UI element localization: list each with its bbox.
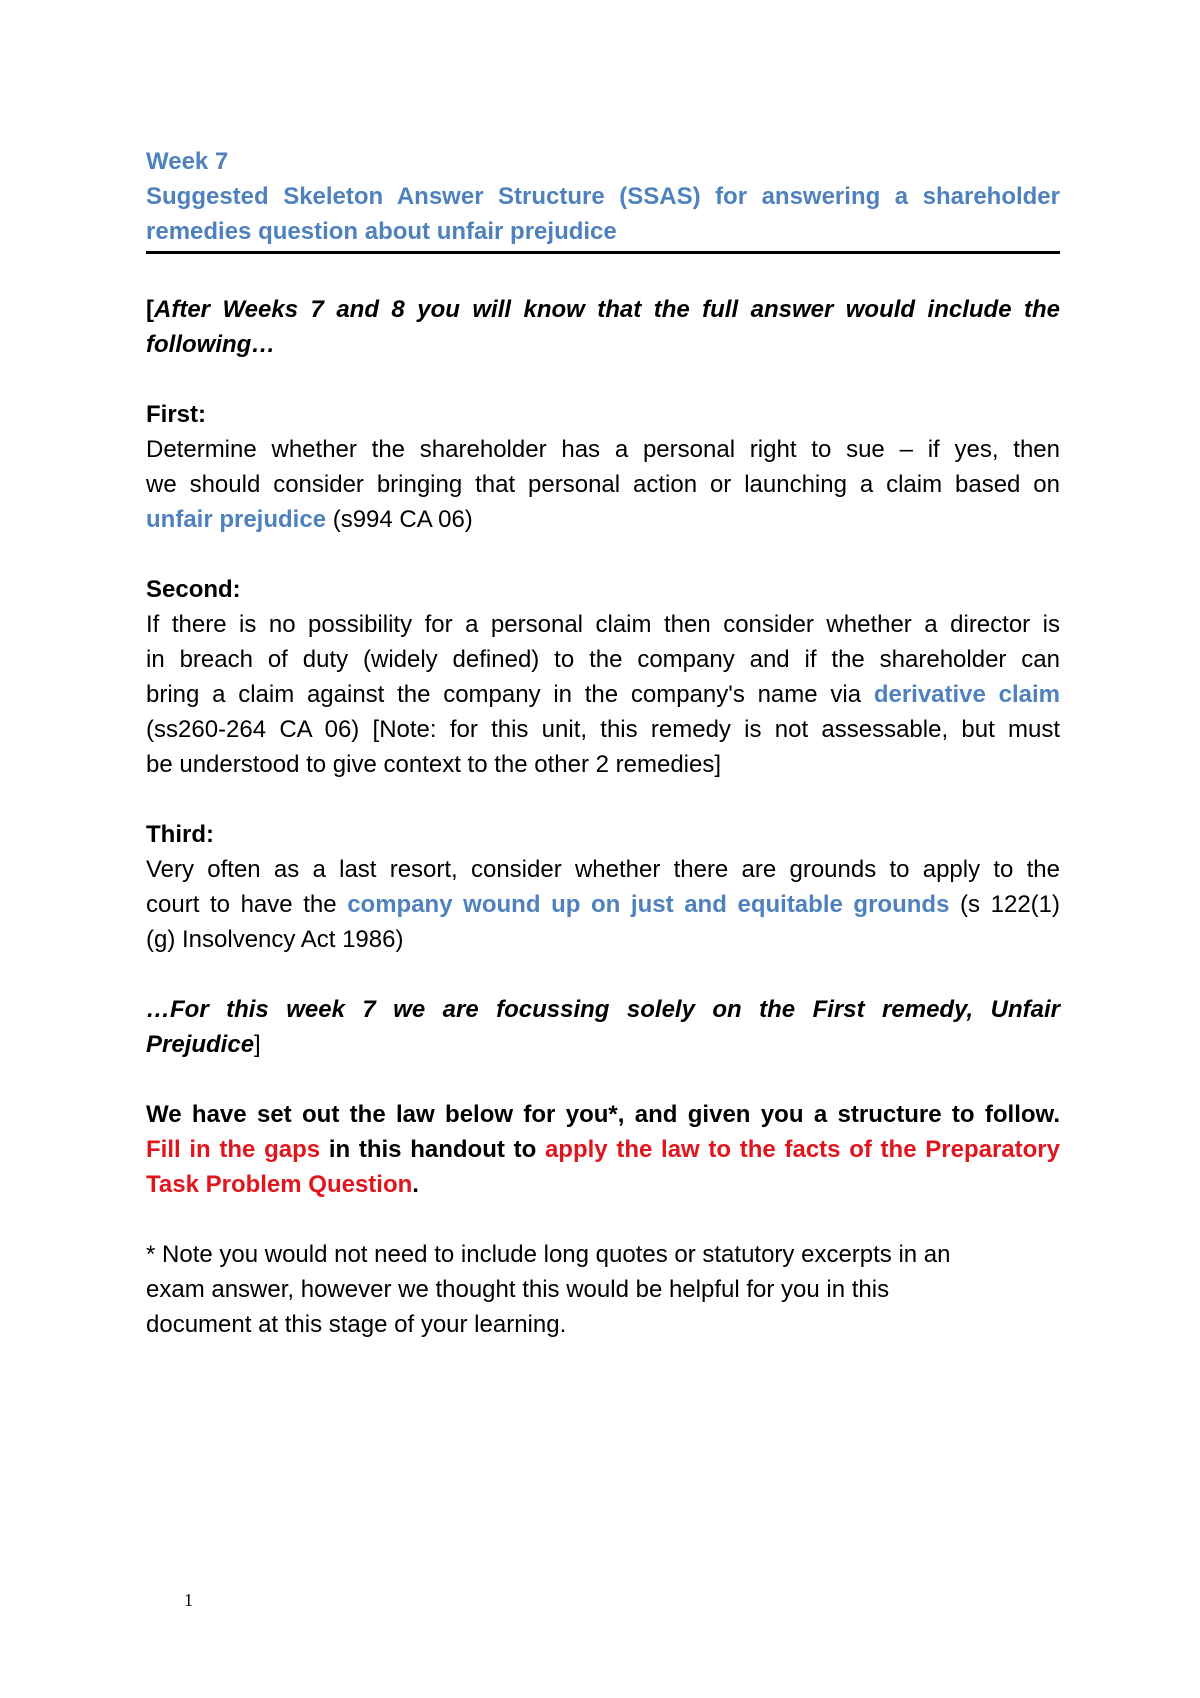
first-line-3-rest: (s994 CA 06) xyxy=(326,506,473,533)
second-line-5: be understood to give context to the other 2 remedies] xyxy=(146,751,722,778)
instructions-line-2 xyxy=(146,1132,1060,1167)
third-heading: Third: xyxy=(146,821,214,848)
note-line-1: * Note you would not need to include long quotes or statutory excerpts in an xyxy=(146,1241,951,1268)
week-label: Week 7 xyxy=(146,148,229,175)
instructions-mid: in this handout to xyxy=(320,1136,545,1163)
intro-paragraph xyxy=(146,292,1060,362)
apply-law-highlight: apply the law to the facts of the Preparatory xyxy=(544,1136,1060,1163)
intro-line-1 xyxy=(146,292,1060,327)
first-line-2: we should consider bringing that personal action or launching a claim based on xyxy=(146,471,1060,498)
document-page xyxy=(146,144,1060,1342)
title-line-1: Suggested Skeleton Answer Structure (SSAS) for answering a shareholder xyxy=(146,183,1060,210)
third-line-2 xyxy=(146,887,1060,922)
derivative-claim-highlight: derivative claim xyxy=(873,681,1060,708)
second-line-4: (ss260-264 CA 06) [Note: for this unit, this remedy is not assessable, but must xyxy=(146,716,1060,743)
second-line-2: in breach of duty (widely defined) to the company and if the shareholder can xyxy=(146,646,1060,673)
first-line-3 xyxy=(146,502,1060,537)
focus-text-2: Prejudice xyxy=(146,1031,255,1058)
instructions-paragraph xyxy=(146,1097,1060,1202)
close-bracket: ] xyxy=(254,1031,261,1058)
third-remedy-section xyxy=(146,817,1060,957)
second-line-3 xyxy=(146,677,1060,712)
second-remedy-section xyxy=(146,572,1060,782)
title-line-2: remedies question about unfair prejudice xyxy=(146,218,617,245)
task-question-highlight: Task Problem Question xyxy=(146,1171,413,1198)
focus-paragraph xyxy=(146,992,1060,1062)
document-header xyxy=(146,144,1060,249)
focus-line-2 xyxy=(146,1027,1060,1062)
instructions-line-1: We have set out the law below for you*, and given you a structure to follow. xyxy=(146,1101,1060,1128)
note-line-3: document at this stage of your learning. xyxy=(146,1311,567,1338)
third-line-3: (g) Insolvency Act 1986) xyxy=(146,926,404,953)
third-line-1: Very often as a last resort, consider whether there are grounds to apply to the xyxy=(146,856,1060,883)
first-heading: First: xyxy=(146,401,206,428)
third-line-2-pre: court to have the xyxy=(146,891,348,918)
second-heading: Second: xyxy=(146,576,241,603)
second-line-3-pre: bring a claim against the company in the company's name via xyxy=(146,681,874,708)
instructions-end: . xyxy=(412,1171,419,1198)
note-line-2: exam answer, however we thought this would be helpful for you in this xyxy=(146,1276,890,1303)
winding-up-highlight: company wound up on just and equitable grounds xyxy=(347,891,950,918)
focus-line-1: …For this week 7 we are focussing solely on the First remedy, Unfair xyxy=(146,996,1060,1023)
note-paragraph xyxy=(146,1237,1060,1342)
open-bracket: [ xyxy=(146,296,154,323)
intro-text-1: After Weeks 7 and 8 you will know that the full answer would include the xyxy=(154,296,1060,323)
unfair-prejudice-highlight: unfair prejudice xyxy=(146,506,327,533)
page-number: 1 xyxy=(184,1590,193,1610)
intro-line-2: following… xyxy=(146,331,276,358)
second-line-1: If there is no possibility for a personal claim then consider whether a director is xyxy=(146,611,1060,638)
first-line-1: Determine whether the shareholder has a personal right to sue – if yes, then xyxy=(146,436,1060,463)
instructions-line-3 xyxy=(146,1167,1060,1202)
fill-gaps-highlight: Fill in the gaps xyxy=(146,1136,321,1163)
first-remedy-section xyxy=(146,397,1060,537)
third-line-2-post: (s 122(1) xyxy=(949,891,1060,918)
